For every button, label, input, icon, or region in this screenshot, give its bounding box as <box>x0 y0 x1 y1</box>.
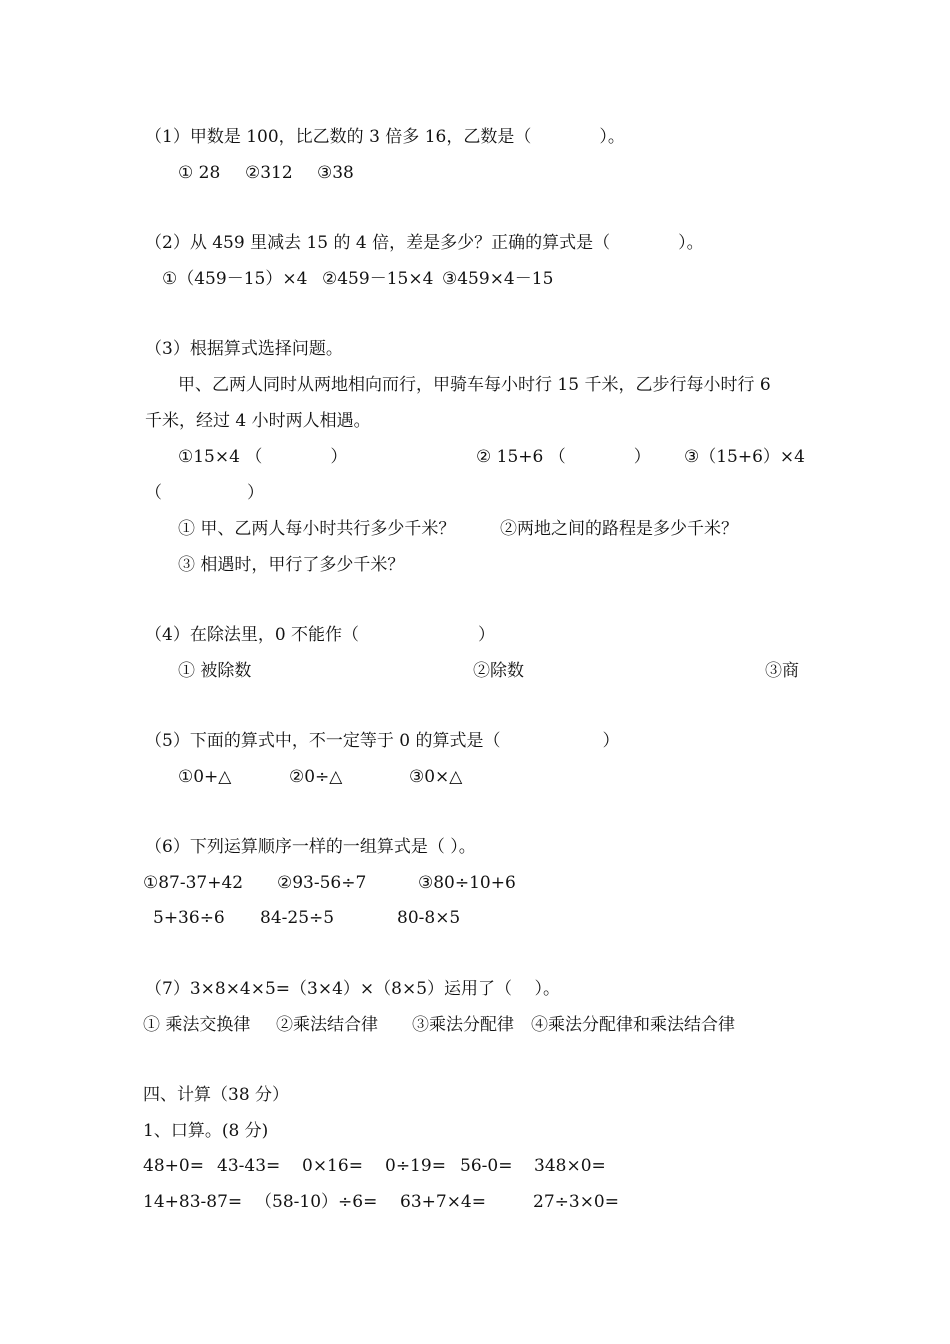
q4-option-2: ②除数 <box>473 661 524 681</box>
q4-stem: （4）在除法里，0 不能作（ ） <box>145 625 496 645</box>
q1-option-2: ②312 <box>245 163 293 183</box>
mental-math-item: 63+7×4= <box>400 1192 486 1212</box>
mental-math-item: 0÷19= <box>385 1156 446 1176</box>
q5-stem: （5）下面的算式中，不一定等于 0 的算式是（ ） <box>145 731 620 751</box>
q2-stem: （2）从 459 里减去 15 的 4 倍，差是多少？正确的算式是（ ）。 <box>145 233 704 253</box>
q5-option-3: ③0×△ <box>409 767 463 787</box>
mental-math-item: 348×0= <box>534 1156 606 1176</box>
q1-option-1: ① 28 <box>178 163 221 183</box>
q3-question-3: ③ 相遇时，甲行了多少千米？ <box>178 555 405 575</box>
q7-option-3: ③乘法分配律 <box>412 1015 514 1035</box>
q7-option-1: ① 乘法交换律 <box>143 1015 251 1035</box>
q7-option-2: ②乘法结合律 <box>276 1015 378 1035</box>
mental-math-item: 43-43= <box>217 1156 281 1176</box>
q7-stem: （7）3×8×4×5=（3×4）×（8×5）运用了（ ）。 <box>145 979 560 999</box>
mental-math-item: 0×16= <box>302 1156 363 1176</box>
mental-math-item: 27÷3×0= <box>533 1192 619 1212</box>
section-4-title: 四、计算（38 分） <box>143 1085 290 1105</box>
q6-group-2-line-2: 84-25÷5 <box>260 908 335 928</box>
q4-option-3: ③商 <box>765 661 799 681</box>
mental-math-item: （58-10）÷6= <box>255 1192 378 1212</box>
q2-option-1: ①（459－15）×4 <box>162 269 308 289</box>
q3-passage-line-2: 千米，经过 4 小时两人相遇。 <box>145 411 371 431</box>
mental-math-item: 56-0= <box>460 1156 513 1176</box>
q6-group-1-line-2: 5+36÷6 <box>153 908 225 928</box>
q1-stem: （1）甲数是 100，比乙数的 3 倍多 16，乙数是（ ）。 <box>145 127 625 147</box>
q3-expression-2: ② 15+6 （ ） <box>476 447 651 467</box>
q6-group-3-line-1: ③80÷10+6 <box>418 873 516 893</box>
mental-math-item: 48+0= <box>143 1156 204 1176</box>
q2-option-3: ③459×4－15 <box>442 269 554 289</box>
q3-stem: （3）根据算式选择问题。 <box>145 339 343 359</box>
mental-math-item: 14+83-87= <box>143 1192 243 1212</box>
q4-option-1: ① 被除数 <box>178 661 252 681</box>
q3-passage-line-1: 甲、乙两人同时从两地相向而行，甲骑车每小时行 15 千米，乙步行每小时行 6 <box>178 375 771 395</box>
q6-group-3-line-2: 80-8×5 <box>397 908 461 928</box>
q5-option-2: ②0÷△ <box>289 767 343 787</box>
q6-group-1-line-1: ①87-37+42 <box>143 873 244 893</box>
q7-option-4: ④乘法分配律和乘法结合律 <box>531 1015 735 1035</box>
q1-option-3: ③38 <box>317 163 354 183</box>
q6-stem: （6）下列运算顺序一样的一组算式是（ ）。 <box>145 837 476 857</box>
q3-question-1: ① 甲、乙两人每小时共行多少千米？ <box>178 519 456 539</box>
section-4-subtitle: 1、口算。(8 分) <box>143 1121 269 1141</box>
q3-expression-3-blank: （ ） <box>145 483 264 503</box>
q3-expression-1: ①15×4 （ ） <box>178 447 348 467</box>
q6-group-2-line-1: ②93-56÷7 <box>277 873 367 893</box>
q2-option-2: ②459－15×4 <box>322 269 434 289</box>
q3-expression-3: ③（15+6）×4 <box>684 447 805 467</box>
q5-option-1: ①0+△ <box>178 767 232 787</box>
q3-question-2: ②两地之间的路程是多少千米？ <box>500 519 738 539</box>
